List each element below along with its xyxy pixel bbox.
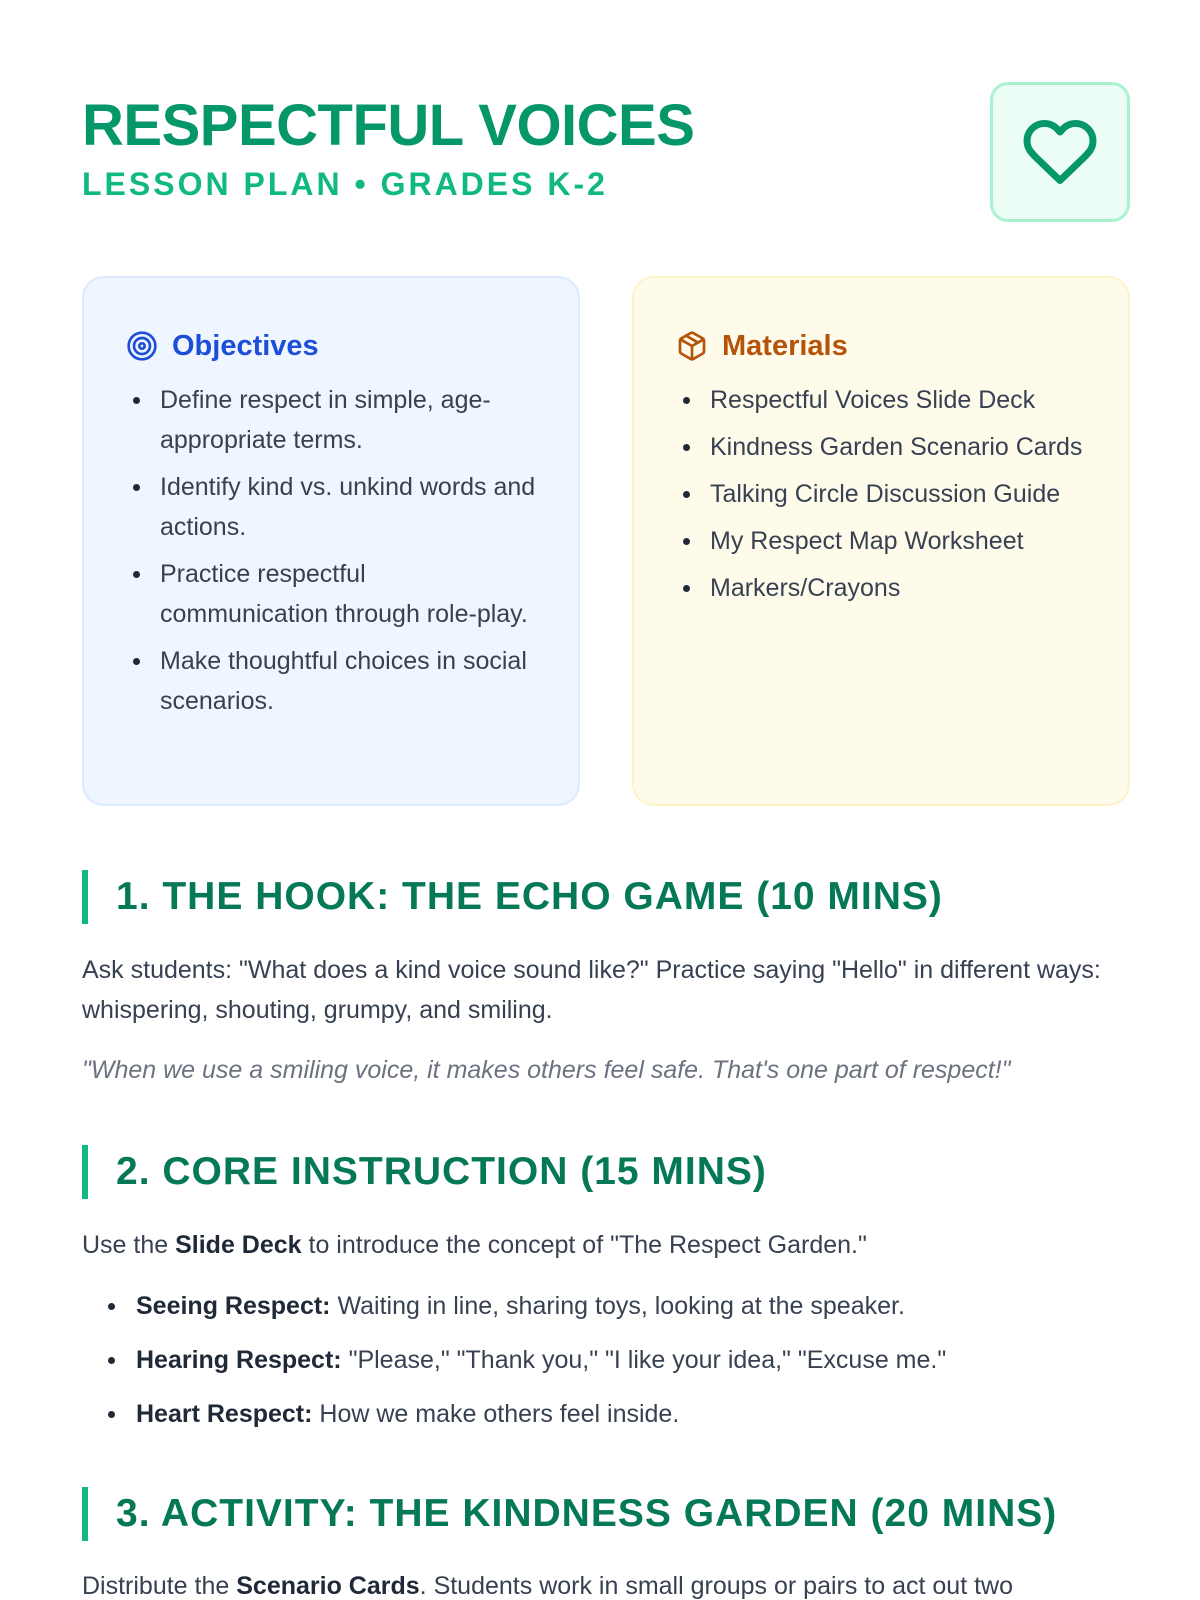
section-2-title: 2. CORE INSTRUCTION (15 MINS) <box>82 1145 1130 1199</box>
section-1-text: Ask students: "What does a kind voice sound like?" Practice saying "Hello" in different ways: whispering, shouting, grumpy, and smiling. <box>82 956 1101 1024</box>
section-1-title: 1. THE HOOK: THE ECHO GAME (10 MINS) <box>82 870 1130 924</box>
page-title: RESPECTFUL VOICES <box>82 93 695 158</box>
header <box>82 92 1130 222</box>
scenario-cards-text: Scenario Cards <box>236 1572 420 1600</box>
list-item <box>82 1286 1130 1326</box>
list-item: Talking Circle Discussion Guide <box>676 474 1086 514</box>
item-label: Hearing Respect: <box>136 1346 342 1374</box>
section-3-text-post: . Students work in small groups or pairs to act out two <box>419 1572 1013 1600</box>
page-subtitle: LESSON PLAN • GRADES K-2 <box>82 166 608 202</box>
objectives-card <box>82 276 580 806</box>
list-item: My Respect Map Worksheet <box>676 521 1086 561</box>
section-2-text <box>82 1225 1130 1265</box>
objectives-heading: Objectives <box>172 330 319 362</box>
heart-icon <box>1022 114 1098 190</box>
materials-card <box>632 276 1130 806</box>
objectives-header <box>126 326 536 366</box>
materials-list <box>676 380 1086 608</box>
item-text: Waiting in line, sharing toys, looking at the speaker. <box>330 1292 905 1320</box>
section-2-text-pre: Use the <box>82 1231 176 1259</box>
section-3-title: 3. ACTIVITY: THE KINDNESS GARDEN (20 MINS) <box>82 1487 1130 1541</box>
item-label: Seeing Respect: <box>136 1292 331 1320</box>
list-item <box>82 1340 1130 1380</box>
item-label: Heart Respect: <box>136 1400 313 1428</box>
item-text: "Please," "Thank you," "I like your idea," "Excuse me." <box>341 1346 947 1374</box>
list-item: Practice respectful communication through role-play. <box>126 554 536 634</box>
list-item: Identify kind vs. unkind words and actions. <box>126 467 536 547</box>
item-text: How we make others feel inside. <box>312 1400 680 1428</box>
section-1-quote: "When we use a smiling voice, it makes others feel safe. That's one part of respect!" <box>82 1056 1011 1084</box>
heart-badge <box>990 82 1130 222</box>
section-3-text-pre: Distribute the <box>82 1572 237 1600</box>
list-item: Make thoughtful choices in social scenarios. <box>126 641 536 721</box>
section-2-text-post: to introduce the concept of "The Respect Garden." <box>301 1231 867 1259</box>
section-3-text <box>82 1566 1130 1600</box>
materials-heading: Materials <box>722 330 848 362</box>
list-item: Respectful Voices Slide Deck <box>676 380 1086 420</box>
list-item <box>82 1394 1130 1434</box>
materials-header <box>676 326 1086 366</box>
slide-deck-link-text: Slide Deck <box>175 1231 302 1259</box>
list-item: Markers/Crayons <box>676 568 1086 608</box>
target-icon <box>126 330 158 362</box>
list-item: Kindness Garden Scenario Cards <box>676 427 1086 467</box>
section-2-list <box>82 1286 1130 1448</box>
list-item: Define respect in simple, age-appropriate terms. <box>126 380 536 460</box>
package-icon <box>676 330 708 362</box>
objectives-list <box>126 380 536 721</box>
